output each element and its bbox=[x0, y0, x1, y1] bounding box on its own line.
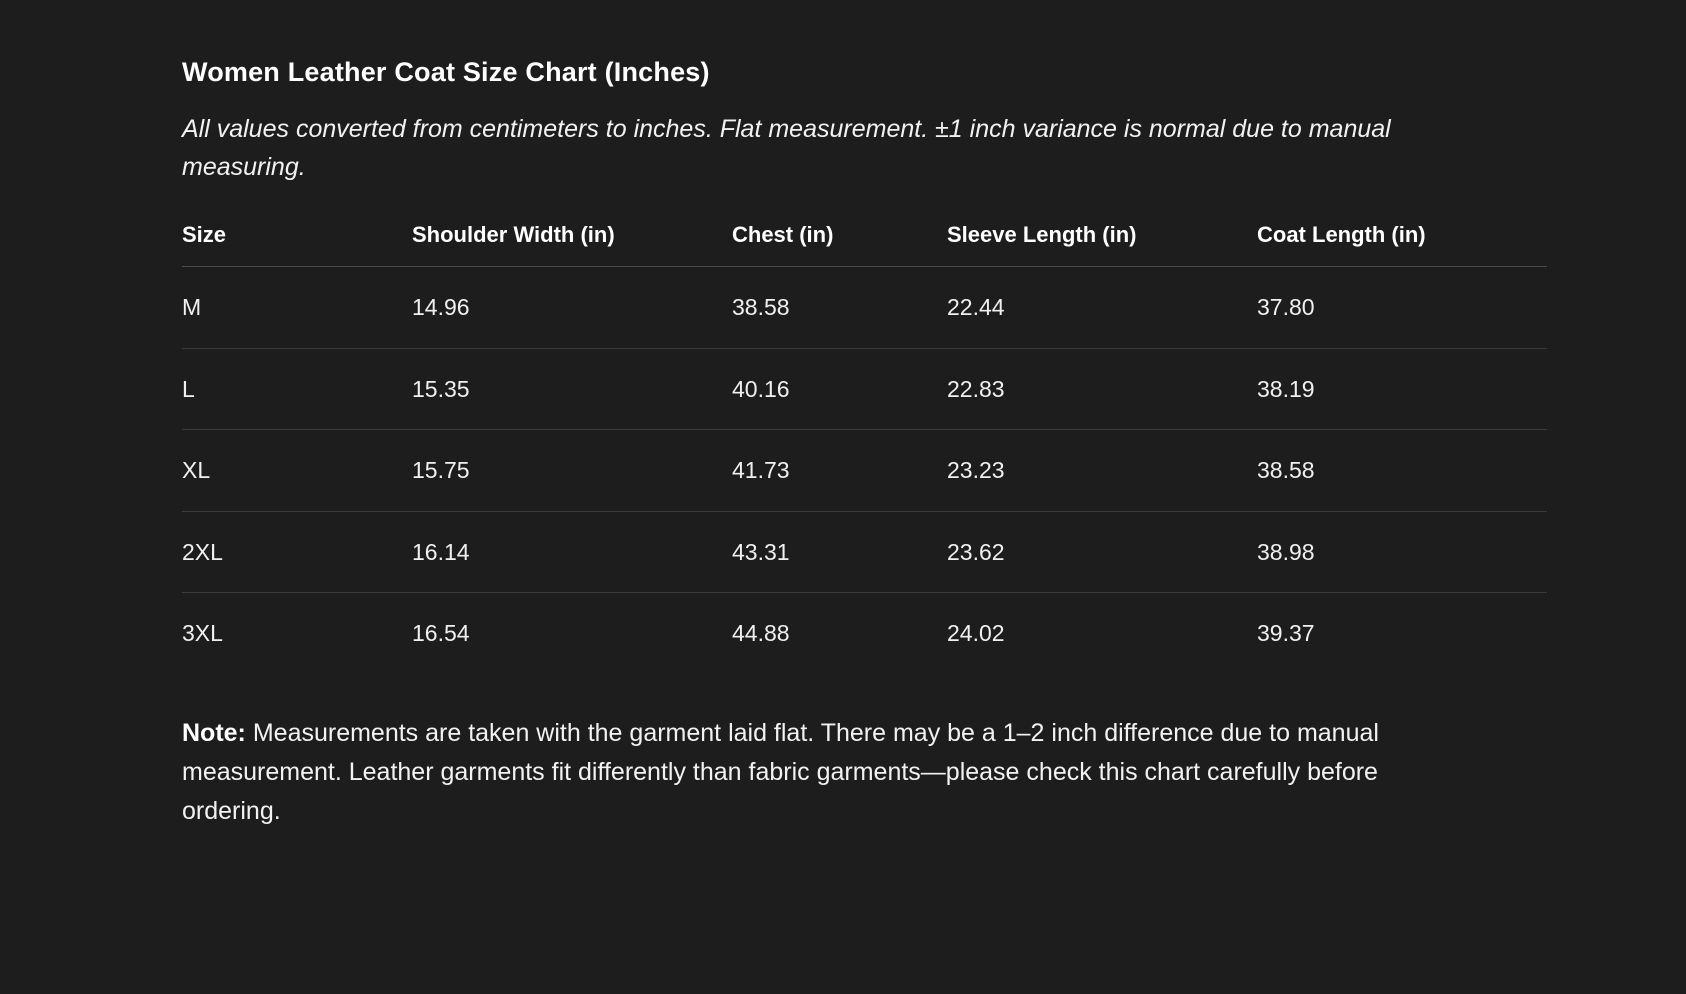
note-label: Note: bbox=[182, 719, 246, 748]
cell-sleeve: 23.62 bbox=[947, 511, 1257, 593]
cell-chest: 44.88 bbox=[732, 620, 790, 647]
cell-chest: 40.16 bbox=[732, 348, 947, 430]
cell-size: XL bbox=[182, 430, 412, 512]
cell-coat: 38.19 bbox=[1257, 348, 1547, 430]
cell-chest: 38.58 bbox=[732, 267, 947, 349]
size-chart-table bbox=[182, 220, 1547, 674]
column-header-size: Size bbox=[182, 220, 412, 266]
cell-coat: 37.80 bbox=[1257, 267, 1547, 349]
cell-size: M bbox=[182, 267, 412, 349]
column-header-coat-length: Coat Length (in) bbox=[1257, 220, 1547, 266]
cell-coat: 38.98 bbox=[1257, 511, 1547, 593]
cell-shoulder: 16.54 bbox=[412, 620, 470, 647]
table-row bbox=[182, 430, 1547, 512]
cell-chest: 43.31 bbox=[732, 511, 947, 593]
cell-shoulder: 16.14 bbox=[412, 511, 732, 593]
cell-coat: 39.37 bbox=[1257, 620, 1315, 647]
table-header-row bbox=[182, 220, 1547, 266]
note-text: Measurements are taken with the garment laid flat. There may be a 1–2 inch difference due to manual measurement. Leather garments fit differently than fabric garments—please check this chart carefully before ordering. bbox=[182, 719, 1379, 825]
table-body bbox=[182, 267, 1547, 674]
cell-shoulder: 15.75 bbox=[412, 430, 732, 512]
cell-shoulder: 15.35 bbox=[412, 348, 732, 430]
cell-coat: 38.58 bbox=[1257, 430, 1547, 512]
cell-size: 3XL bbox=[182, 620, 223, 647]
column-header-chest: Chest (in) bbox=[732, 220, 947, 266]
table-row bbox=[182, 267, 1547, 349]
page-subtitle: All values converted from centimeters to inches. Flat measurement. ±1 inch variance is normal due to manual measuring. bbox=[182, 115, 1391, 182]
table-row bbox=[182, 593, 1547, 674]
table-row bbox=[182, 511, 1547, 593]
cell-sleeve: 22.44 bbox=[947, 267, 1257, 349]
measurement-note bbox=[182, 714, 1412, 830]
cell-shoulder: 14.96 bbox=[412, 267, 732, 349]
cell-size: L bbox=[182, 348, 412, 430]
column-header-shoulder-width: Shoulder Width (in) bbox=[412, 220, 732, 266]
cell-sleeve: 24.02 bbox=[947, 620, 1005, 647]
page-title: Women Leather Coat Size Chart (Inches) bbox=[182, 57, 710, 87]
table-header bbox=[182, 220, 1547, 266]
cell-chest: 41.73 bbox=[732, 430, 947, 512]
cell-size: 2XL bbox=[182, 511, 412, 593]
cell-sleeve: 23.23 bbox=[947, 430, 1257, 512]
column-header-sleeve-length: Sleeve Length (in) bbox=[947, 220, 1257, 266]
table-row bbox=[182, 348, 1547, 430]
cell-sleeve: 22.83 bbox=[947, 348, 1257, 430]
